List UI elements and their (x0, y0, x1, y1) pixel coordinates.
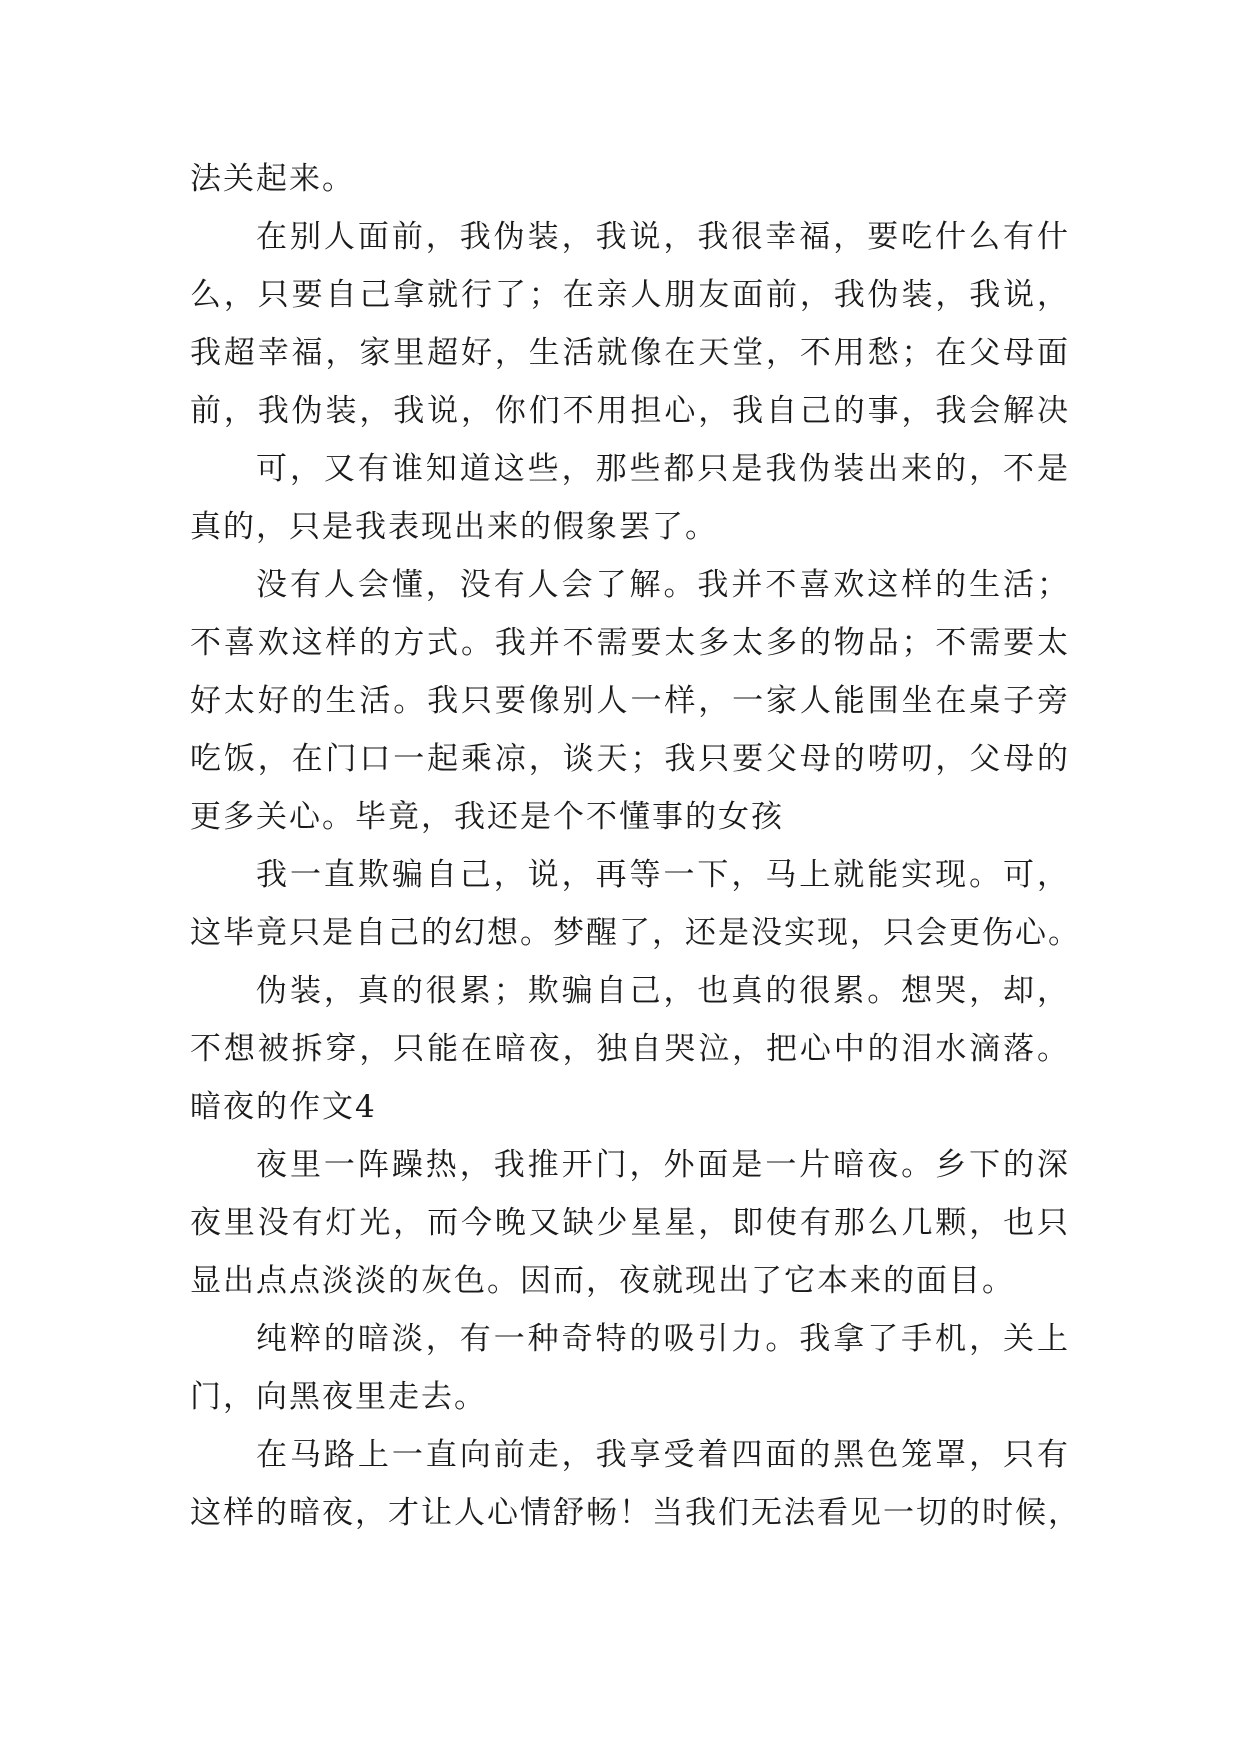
text-line: 不喜欢这样的方式。我并不需要太多太多的物品；不需要太 (190, 625, 1070, 661)
text-line: 么，只要自己拿就行了；在亲人朋友面前，我伪装，我说， (190, 277, 1070, 313)
text-line: 在马路上一直向前走，我享受着四面的黑色笼罩，只有 (256, 1437, 1070, 1473)
text-line: 不想被拆穿，只能在暗夜，独自哭泣，把心中的泪水滴落。 (190, 1031, 1070, 1067)
document-body (190, 150, 1081, 1542)
text-line: 好太好的生活。我只要像别人一样，一家人能围坐在桌子旁 (190, 683, 1070, 719)
text-line: 我超幸福，家里超好，生活就像在天堂，不用愁；在父母面 (190, 335, 1070, 371)
text-line: 更多关心。毕竟，我还是个不懂事的女孩 (190, 799, 784, 835)
text-line: 这毕竟只是自己的幻想。梦醒了，还是没实现，只会更伤心。 (190, 915, 1081, 951)
text-line: 可，又有谁知道这些，那些都只是我伪装出来的，不是 (256, 451, 1070, 487)
text-line: 显出点点淡淡的灰色。因而，夜就现出了它本来的面目。 (190, 1263, 1015, 1299)
text-line: 我一直欺骗自己，说，再等一下，马上就能实现。可， (256, 857, 1070, 893)
text-line: 没有人会懂，没有人会了解。我并不喜欢这样的生活； (256, 567, 1070, 603)
text-line: 伪装，真的很累；欺骗自己，也真的很累。想哭，却， (256, 973, 1070, 1009)
text-line: 暗夜的作文4 (190, 1089, 377, 1125)
text-line: 法关起来。 (190, 161, 355, 197)
text-line: 夜里一阵躁热，我推开门，外面是一片暗夜。乡下的深 (256, 1147, 1070, 1183)
text-line: 夜里没有灯光，而今晚又缺少星星，即使有那么几颗，也只 (190, 1205, 1070, 1241)
text-line: 纯粹的暗淡，有一种奇特的吸引力。我拿了手机，关上 (256, 1321, 1070, 1357)
text-line: 吃饭，在门口一起乘凉，谈天；我只要父母的唠叨，父母的 (190, 741, 1070, 777)
text-line: 真的，只是我表现出来的假象罢了。 (190, 509, 718, 545)
text-line: 在别人面前，我伪装，我说，我很幸福，要吃什么有什 (256, 219, 1070, 255)
text-line: 门，向黑夜里走去。 (190, 1379, 487, 1415)
text-line: 前，我伪装，我说，你们不用担心，我自己的事，我会解决 (190, 393, 1070, 429)
text-line: 这样的暗夜，才让人心情舒畅！当我们无法看见一切的时候， (190, 1495, 1081, 1531)
